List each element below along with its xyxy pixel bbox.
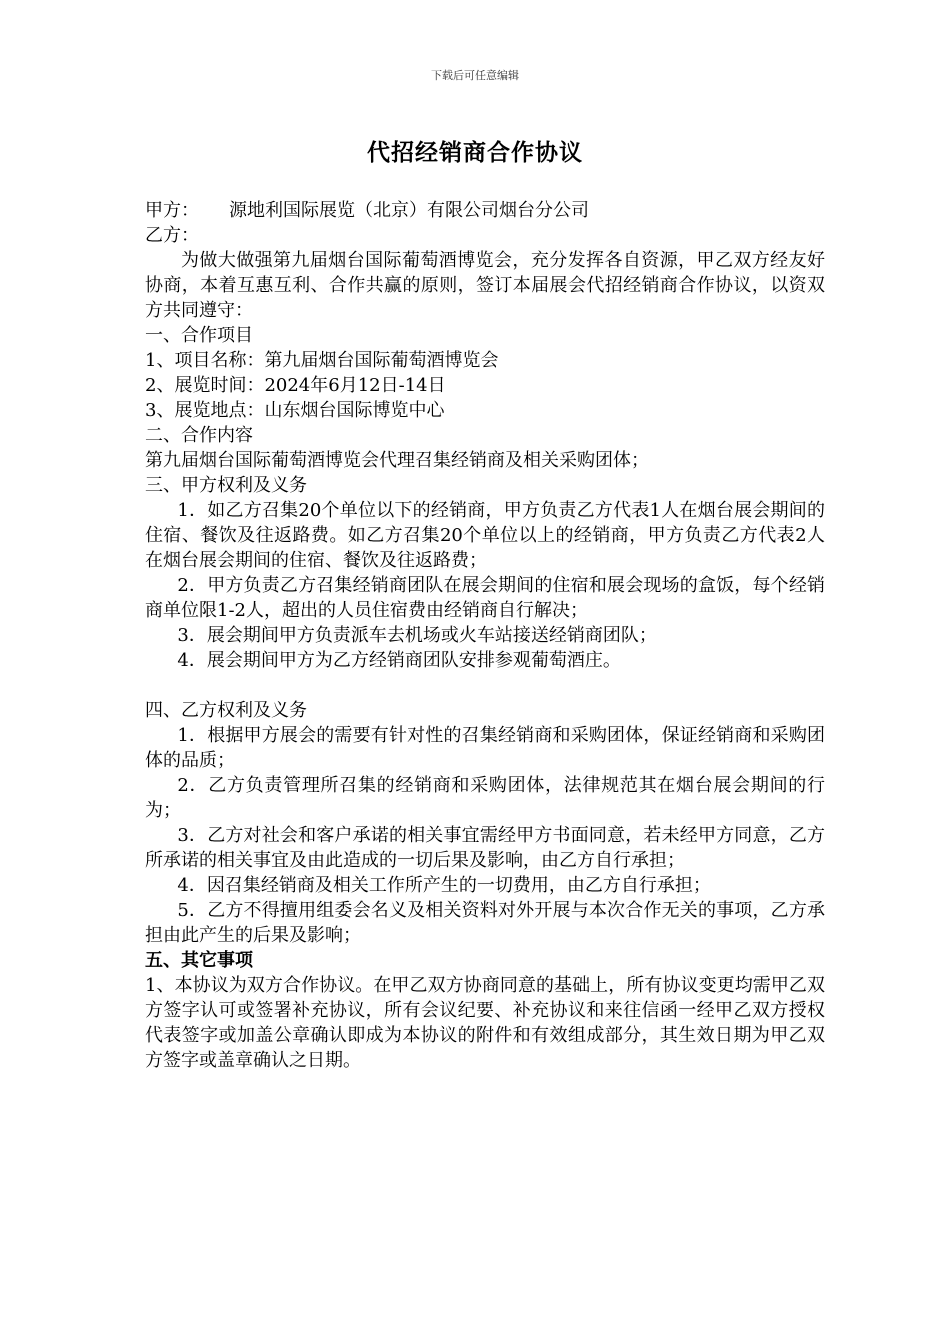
section-2-heading: 二、合作内容 — [145, 425, 253, 446]
section-4-item: 3．乙方对社会和客户承诺的相关事宜需经甲方书面同意，若未经甲方同意，乙方所承诺的相关事宜及由此造成的一切后果及影响，由乙方自行承担； — [145, 825, 825, 871]
section-3-item: 3．展会期间甲方负责派车去机场或火车站接送经销商团队； — [177, 625, 657, 646]
section-3-heading: 三、甲方权利及义务 — [145, 475, 307, 496]
blank-line — [145, 673, 825, 698]
party-a-label: 甲方： — [145, 200, 199, 221]
section-4-item: 1．根据甲方展会的需要有针对性的召集经销商和采购团体，保证经销商和采购团体的品质； — [145, 725, 825, 771]
section-5-heading: 五、其它事项 — [145, 950, 253, 971]
document-title: 代招经销商合作协议 — [367, 139, 583, 166]
intro-paragraph: 为做大做强第九届烟台国际葡萄酒博览会，充分发挥各自资源，甲乙双方经友好协商，本着互惠互利、合作共赢的原则，签订本届展会代招经销商合作协议，以资双方共同遵守： — [145, 250, 825, 321]
document-body — [145, 198, 825, 1073]
section-3-item: 1．如乙方召集20个单位以下的经销商，甲方负责乙方代表1人在烟台展会期间的住宿、餐饮及往返路费。如乙方召集20个单位以上的经销商，甲方负责乙方代表2人在烟台展会期间的住宿、餐饮及往返路费； — [145, 500, 825, 571]
section-1-item: 3、展览地点：山东烟台国际博览中心 — [145, 400, 445, 421]
section-1-heading: 一、合作项目 — [145, 325, 253, 346]
section-4-item: 5．乙方不得擅用组委会名义及相关资料对外开展与本次合作无关的事项，乙方承担由此产生的后果及影响； — [145, 900, 825, 946]
section-2-text: 第九届烟台国际葡萄酒博览会代理召集经销商及相关采购团体； — [145, 450, 649, 471]
section-5-item: 1、本协议为双方合作协议。在甲乙双方协商同意的基础上，所有协议变更均需甲乙双方签字认可或签署补充协议，所有会议纪要、补充协议和来往信函一经甲乙双方授权代表签字或加盖公章确认即成为本协议的附件和有效组成部分，其生效日期为甲乙双方签字或盖章确认之日期。 — [145, 975, 825, 1071]
section-3-item: 2．甲方负责乙方召集经销商团队在展会期间的住宿和展会现场的盒饭，每个经销商单位限1-2人，超出的人员住宿费由经销商自行解决； — [145, 575, 825, 621]
section-4-heading: 四、乙方权利及义务 — [145, 700, 307, 721]
party-b-label: 乙方： — [145, 225, 199, 246]
section-1-item: 1、项目名称：第九届烟台国际葡萄酒博览会 — [145, 350, 499, 371]
section-3-item: 4．展会期间甲方为乙方经销商团队安排参观葡萄酒庄。 — [177, 650, 621, 671]
party-a-line — [145, 198, 825, 223]
section-4-item: 2．乙方负责管理所召集的经销商和采购团体，法律规范其在烟台展会期间的行为； — [145, 775, 825, 821]
section-4-item: 4．因召集经销商及相关工作所产生的一切费用，由乙方自行承担； — [177, 875, 711, 896]
section-1-item: 2、展览时间：2024年6月12日-14日 — [145, 375, 446, 396]
party-b-line — [145, 223, 825, 248]
header-note: 下载后可任意编辑 — [431, 69, 519, 82]
party-a-name: 源地利国际展览（北京）有限公司烟台分公司 — [229, 200, 589, 221]
